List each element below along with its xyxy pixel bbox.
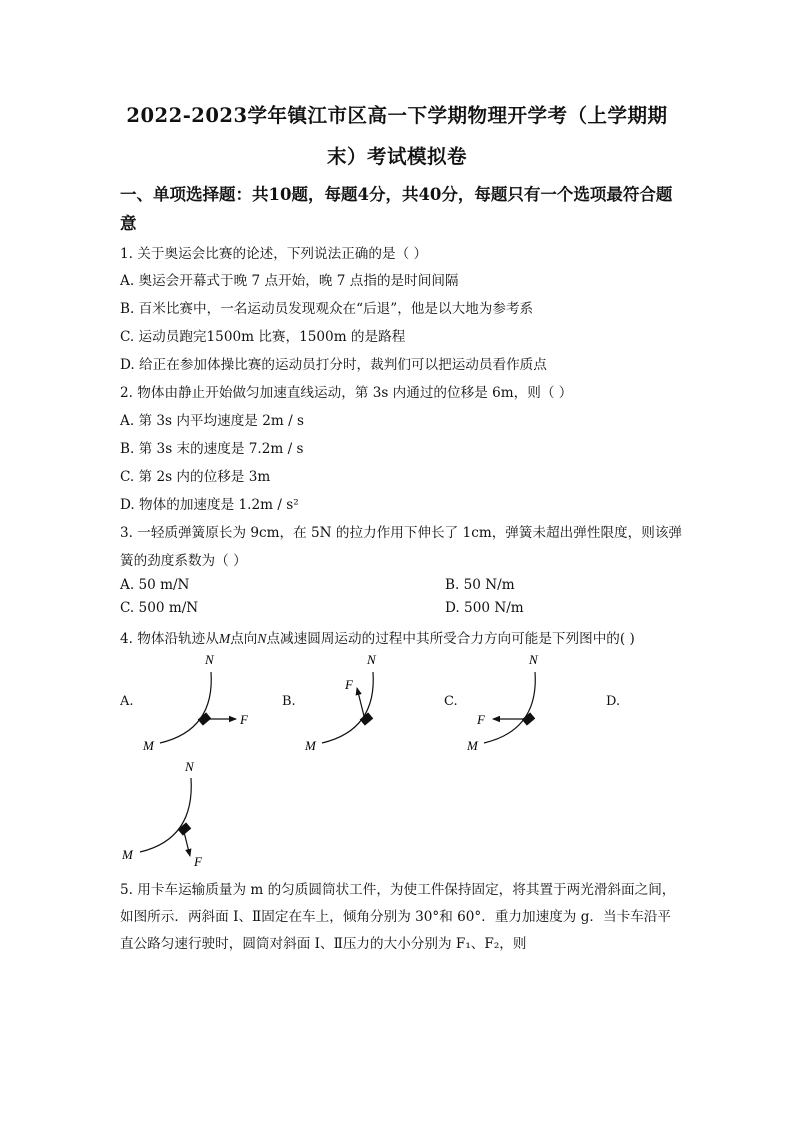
q5-stem-line-2: 如图所示．两斜面 I、Ⅱ固定在车上，倾角分别为 30°和 60°．重力加速度为 g．当卡车沿平 (120, 909, 671, 925)
q5-stem-line-3: 直公路匀速行驶时，圆筒对斜面 I、Ⅱ压力的大小分别为 F₁、F₂，则 (120, 936, 527, 952)
point-m-label: M (305, 738, 316, 753)
q3-option-b: B. 50 N/m (445, 577, 515, 593)
point-m-label: M (122, 847, 133, 862)
point-n-label: N (185, 759, 194, 774)
q4-stem-n: N (257, 631, 267, 646)
q1-option-b: B. 百米比赛中，一名运动员发现观众在“后退”，他是以大地为参考系 (120, 301, 534, 317)
q3-option-d: D. 500 N/m (445, 600, 524, 616)
q3-stem-line-1: 3. 一轻质弹簧原长为 9cm，在 5N 的拉力作用下伸长了 1cm，弹簧未超出弹性限度，则该弹 (120, 525, 683, 541)
exam-title-line-2: 末）考试模拟卷 (326, 145, 467, 168)
point-n-label: N (367, 652, 376, 667)
q1-stem: 1. 关于奥运会比赛的论述，下列说法正确的是（ ） (120, 246, 428, 262)
force-arrow (357, 688, 364, 716)
q4-diagram-d (121, 759, 203, 869)
point-n-label: N (205, 652, 214, 667)
q4-diagram-b (304, 652, 377, 753)
point-n-label: N (529, 652, 538, 667)
q4-option-c-label: C. (444, 694, 458, 709)
object-block (360, 712, 374, 725)
force-label: F (194, 854, 202, 869)
force-arrow (184, 832, 190, 856)
force-label: F (345, 677, 353, 692)
q1-option-d: D. 给正在参加体操比赛的运动员打分时，裁判们可以把运动员看作质点 (120, 357, 547, 373)
q2-stem: 2. 物体由静止开始做匀加速直线运动，第 3s 内通过的位移是 6m，则（ ） (120, 385, 573, 401)
trajectory-curve (160, 672, 211, 743)
q1-option-a: A. 奥运会开幕式于晚 7 点开始，晚 7 点指的是时间间隔 (120, 273, 459, 289)
q2-option-b: B. 第 3s 末的速度是 7.2m / s (120, 441, 304, 457)
q4-option-b-label: B. (282, 694, 296, 709)
q4-stem-pre: 4. 物体沿轨迹从 (120, 631, 219, 647)
q3-option-c: C. 500 m/N (120, 600, 199, 616)
trajectory-curve (484, 672, 535, 743)
q4-stem-mid: 点向 (230, 631, 258, 647)
trajectory-curve (140, 778, 191, 852)
q2-option-d: D. 物体的加速度是 1.2m / s² (120, 497, 299, 513)
q4-stem-post: 点减速圆周运动的过程中其所受合力方向可能是下列图中的( ) (266, 631, 635, 647)
q4-diagram-c (466, 652, 539, 753)
point-m-label: M (467, 738, 478, 753)
point-m-label: M (143, 738, 154, 753)
force-label: F (477, 712, 485, 727)
q4-option-d-label: D. (606, 694, 621, 709)
q4-stem-m: M (218, 631, 231, 646)
section-heading-line-1: 一、单项选择题：共10题，每题4分，共40分，每题只有一个选项最符合题 (120, 185, 673, 204)
section-heading-line-2: 意 (120, 214, 137, 233)
q5-stem-line-1: 5. 用卡车运输质量为 m 的匀质圆筒状工件，为使工件保持固定，将其置于两光滑斜面之间， (120, 882, 676, 898)
exam-title-line-1: 2022-2023学年镇江市区高一下学期物理开学考（上学期期 (126, 104, 668, 127)
q2-option-a: A. 第 3s 内平均速度是 2m / s (120, 413, 304, 429)
q2-option-c: C. 第 2s 内的位移是 3m (120, 469, 271, 485)
q1-option-c: C. 运动员跑完1500m 比赛，1500m 的是路程 (120, 329, 406, 345)
q4-option-a-label: A. (120, 694, 134, 709)
q3-stem-line-2: 簧的劲度系数为（ ） (120, 553, 247, 569)
force-label: F (240, 712, 248, 727)
q3-option-a: A. 50 m/N (120, 577, 190, 593)
q4-diagram-a (142, 652, 249, 753)
